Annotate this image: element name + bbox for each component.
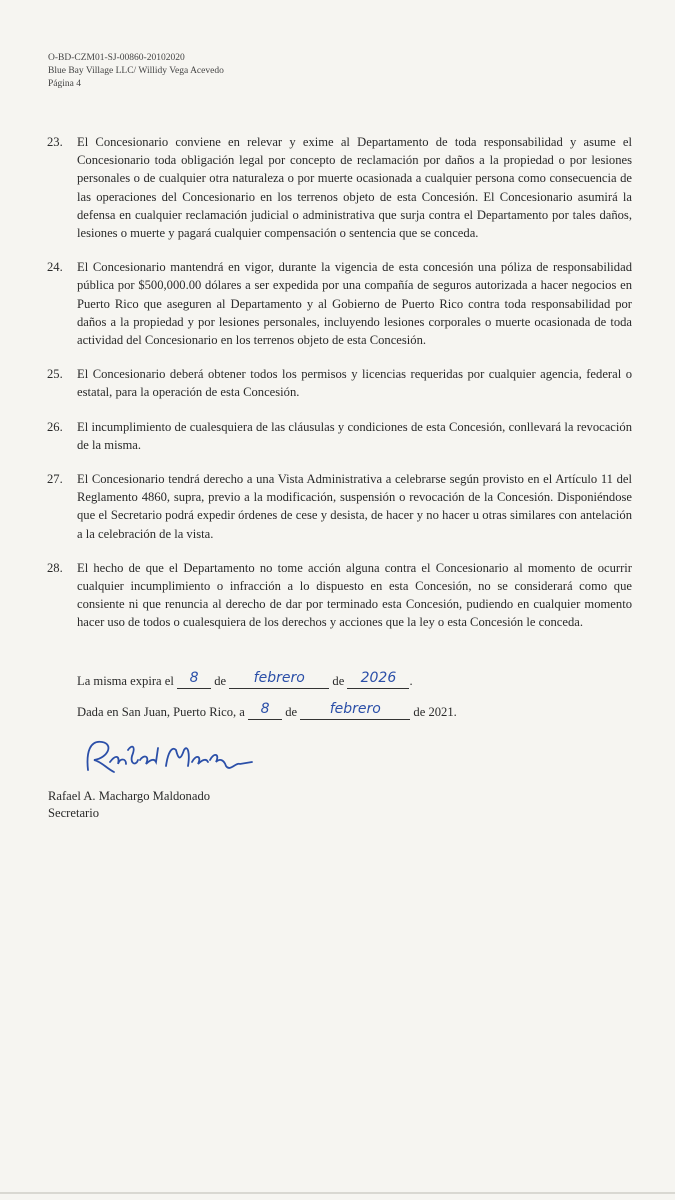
expiry-year-field	[347, 672, 409, 689]
expiry-month: febrero	[253, 670, 305, 686]
signer-block	[48, 788, 210, 822]
expiry-de-1: de	[214, 674, 227, 688]
given-day-field	[248, 703, 282, 720]
clause-number: 28.	[47, 560, 63, 575]
clause-text: El incumplimiento de cualesquiera de las cláusulas y condiciones de esta Concesión, conllevará la revocación de la misma.	[77, 419, 632, 452]
expiry-day-field	[177, 672, 211, 689]
given-month-field	[300, 703, 410, 720]
given-de-2: de 2021.	[413, 705, 457, 719]
expiry-month-field	[229, 672, 329, 689]
signer-name: Rafael A. Machargo Maldonado	[48, 789, 211, 803]
clause-26	[47, 418, 632, 454]
parties: Blue Bay Village LLC/ Willidy Vega Acevedo	[48, 66, 224, 76]
expiry-line	[77, 672, 413, 690]
clause-24	[47, 258, 632, 349]
clause-text: El Concesionario deberá obtener todos los permisos y licencias requeridas por cualquier agencia, federal o estatal, para la operación de esta Concesión.	[77, 367, 632, 400]
clause-text: El Concesionario mantendrá en vigor, durante la vigencia de esta concesión una póliza de responsabilidad pública por $500,000.00 dólares a ser expedida por una compañía de seguros autorizada a hacer negocios en Puerto Rico que aseguren al Departamento y al Gobierno de Puerto Rico contra toda responsabilidad por daños a la propiedad y por lesiones personales, incluyendo lesiones corporales o muerte ocasionada de toda actividad del Concesionario en los terrenos objeto de esta Concesión.	[77, 260, 632, 348]
page-number: Página 4	[48, 79, 81, 89]
clause-text: El Concesionario conviene en relevar y exime al Departamento de toda responsabilidad y asume el Concesionario toda obligación legal por concepto de reclamación por daños a la propiedad o por lesiones personales o de cualquier otra naturaleza o por muerte ocasionada a cualquier persona como consecuencia de las operaciones del Concesionario en los terrenos objeto de esta Concesión. El Concesionario asumirá la defensa en cualquier reclamación judicial o administrativa que surja contra el Departamento por tales daños, lesiones o muerte y pagará cualquier compensación o sentencia que se conceda.	[77, 135, 632, 241]
given-month: febrero	[329, 701, 381, 717]
expiry-day: 8	[189, 670, 199, 686]
clause-text: El Concesionario tendrá derecho a una Vista Administrativa a celebrarse según provisto en el Artículo 11 del Reglamento 4860, supra, previo a la modificación, suspensión o revocación de la Concesión. Disponiéndose que el Secretario podrá expedir órdenes de cese y desista, de hacer y no hacer u otras similares con antelación a la celebración de la vista.	[77, 472, 632, 541]
signer-title: Secretario	[48, 806, 100, 820]
case-number: O-BD-CZM01-SJ-00860-20102020	[48, 53, 185, 63]
page-bottom-edge	[0, 1192, 675, 1194]
given-line	[77, 703, 457, 721]
expiry-end: .	[409, 674, 413, 688]
expiry-de-2: de	[332, 674, 345, 688]
signature-drawing	[80, 732, 260, 782]
clause-number: 26.	[47, 419, 63, 434]
expiry-year: 2026	[360, 670, 397, 686]
given-day: 8	[260, 701, 270, 717]
handwritten-signature	[80, 732, 260, 787]
clause-28	[47, 559, 632, 632]
clause-number: 24.	[47, 260, 63, 275]
clause-25	[47, 365, 632, 401]
document-header	[48, 52, 224, 91]
expiry-prefix: La misma expira el	[77, 674, 174, 688]
given-prefix: Dada en San Juan, Puerto Rico, a	[77, 705, 245, 719]
clauses-list	[47, 133, 632, 648]
given-de-1: de	[285, 705, 298, 719]
clause-27	[47, 470, 632, 543]
clause-number: 23.	[47, 135, 63, 149]
clause-number: 27.	[47, 472, 63, 487]
clause-number: 25.	[47, 367, 63, 382]
clause-text: El hecho de que el Departamento no tome acción alguna contra el Concesionario al momento de ocurrir cualquier incumplimiento o infracción a lo dispuesto en esta Concesión, no se considerará como que consiente ni que renuncia al derecho de dar por terminado esta Concesión, pudiendo en cualquier momento hacer uso de todos o cualesquiera de los derechos y acciones que la ley o esta Concesión le conceda.	[77, 560, 632, 630]
clause-23	[47, 133, 632, 242]
